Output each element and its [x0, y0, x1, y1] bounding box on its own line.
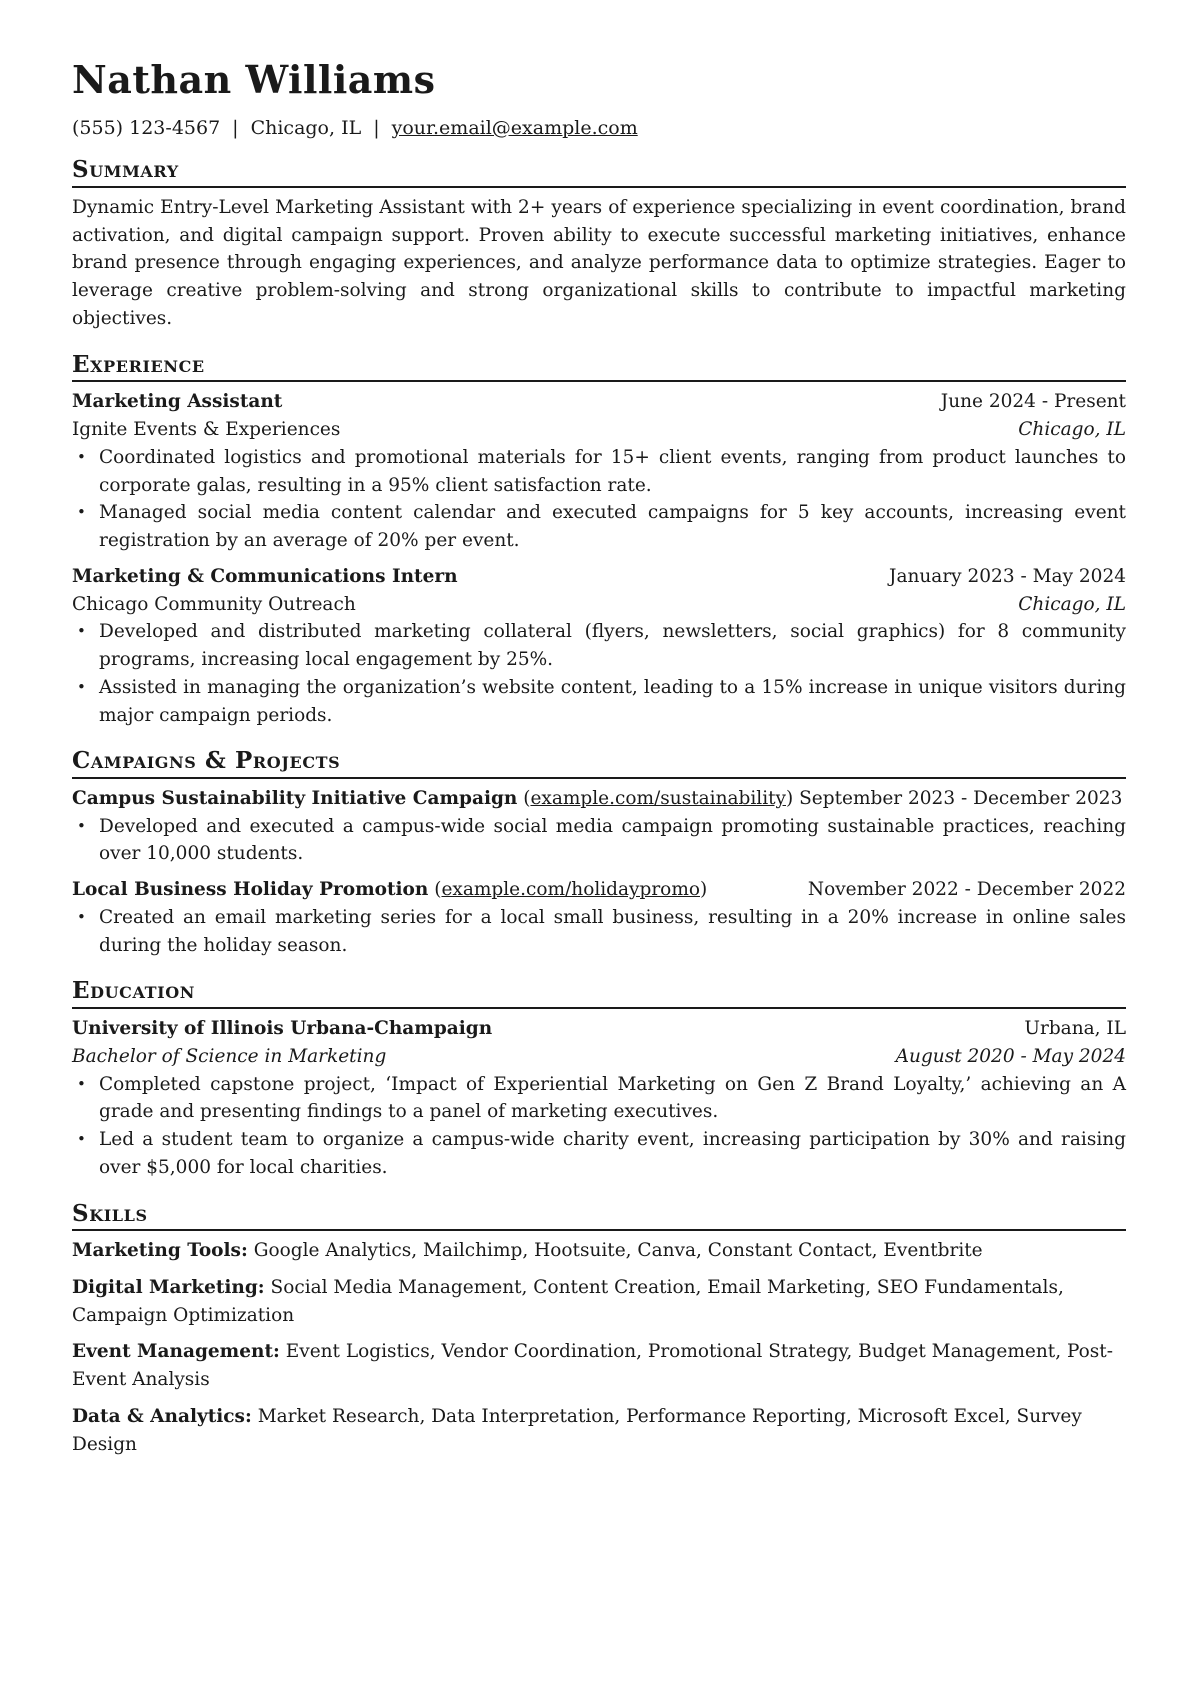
bullet-text: Coordinated logistics and promotional materials for 15+ client events, ranging from product launches to corporate galas, resulting in a 95% client satisfaction rate.	[99, 446, 1126, 496]
experience-entry	[72, 563, 1126, 730]
job-bullets	[72, 444, 1126, 555]
company-name: Ignite Events & Experiences	[72, 419, 341, 441]
bullet-text: Managed social media content calendar and executed campaigns for 5 key accounts, increasing event registration by an average of 20% per event.	[99, 502, 1126, 552]
project-bullets	[72, 813, 1126, 869]
education-dates: August 2020 - May 2024	[895, 1045, 1126, 1067]
job-location: Chicago, IL	[1018, 593, 1126, 615]
section-heading-projects: Campaigns & Projects	[72, 747, 1126, 779]
project-dates: September 2023 - December 2023	[799, 787, 1123, 809]
degree-row	[72, 1043, 1126, 1071]
company-row	[72, 416, 1126, 444]
skill-line	[72, 1237, 1126, 1265]
bullet-item	[77, 674, 1126, 730]
education-bullets	[72, 1071, 1126, 1182]
experience-entry	[72, 388, 1126, 555]
bullet-item	[77, 1071, 1126, 1127]
project-header: November 2022 - December 2022 Local Business Holiday Promotion (example.com/holidaypromo)	[72, 876, 1126, 904]
bullet-dot: •	[77, 503, 86, 522]
section-heading-education: Education	[72, 977, 1126, 1009]
project-entry	[72, 876, 1126, 959]
location-text: Chicago, IL	[250, 116, 362, 139]
project-header: Campus Sustainability Initiative Campaign (example.com/sustainability) September 2023 - December 2023	[72, 787, 1123, 809]
candidate-name: Nathan Williams	[72, 57, 436, 102]
resume-page	[72, 58, 1126, 1458]
skill-label: Digital Marketing:	[72, 1276, 265, 1298]
bullet-item	[77, 904, 1126, 960]
job-title: Marketing Assistant	[72, 391, 283, 413]
project-link[interactable]: example.com/holidaypromo	[441, 879, 700, 901]
school-name: University of Illinois Urbana-Champaign	[72, 1018, 493, 1039]
section-heading-skills: Skills	[72, 1200, 1126, 1232]
bullet-item	[77, 499, 1126, 555]
company-row	[72, 591, 1126, 619]
skill-label: Data & Analytics:	[72, 1405, 252, 1427]
bullet-text: Created an email marketing series for a local small business, resulting in a 20% increase in online sales during the holiday season.	[99, 906, 1126, 956]
bullet-dot: •	[77, 816, 86, 835]
skill-line	[72, 1274, 1126, 1330]
bullet-item	[77, 813, 1126, 869]
bullet-dot: •	[77, 1130, 86, 1148]
bullet-item	[77, 444, 1126, 500]
bullet-dot: •	[77, 677, 86, 696]
email-link[interactable]: your.email@example.com	[391, 116, 638, 139]
school-row	[72, 1015, 1126, 1043]
contact-line	[72, 116, 1126, 141]
skill-label: Event Management:	[72, 1341, 280, 1363]
job-dates: January 2023 - May 2024	[889, 565, 1126, 587]
education-entry	[72, 1015, 1126, 1182]
bullet-item	[77, 1126, 1126, 1182]
bullet-text: Led a student team to organize a campus-wide charity event, increasing participation by 30% and raising over $5,000 for local charities.	[99, 1129, 1126, 1178]
skill-value: Social Media Management, Content Creation, Email Marketing, SEO Fundamentals, Campaign Optimization	[72, 1276, 1064, 1326]
skill-line	[72, 1403, 1126, 1459]
school-location: Urbana, IL	[1024, 1018, 1126, 1039]
contact-separator: |	[373, 116, 380, 139]
job-dates: June 2024 - Present	[940, 391, 1126, 413]
bullet-text: Completed capstone project, ‘Impact of Experiential Marketing on Gen Z Brand Loyalty,’ achieving an A grade and presenting findings to a panel of marketing executives.	[99, 1073, 1126, 1123]
bullet-item	[77, 618, 1126, 674]
project-entry	[72, 785, 1126, 868]
skill-label: Marketing Tools:	[72, 1240, 248, 1262]
bullet-text: Assisted in managing the organization’s website content, leading to a 15% increase in unique visitors during major campaign periods.	[99, 676, 1126, 726]
project-link[interactable]: example.com/sustainability	[530, 787, 786, 809]
company-name: Chicago Community Outreach	[72, 593, 356, 615]
skill-value: Google Analytics, Mailchimp, Hootsuite, Canva, Constant Contact, Eventbrite	[253, 1240, 983, 1262]
summary-text: Dynamic Entry-Level Marketing Assistant with 2+ years of experience specializing in event coordination, brand activation, and digital campaign support. Proven ability to execute successful marketing initiatives, enhance brand presence through engaging experiences, and analyze performance data to optimize strategies. Eager to leverage creative problem-solving and strong organizational skills to contribute to impactful marketing objectives.	[72, 196, 1126, 329]
project-dates: November 2022 - December 2022	[807, 879, 1126, 901]
section-heading-experience: Experience	[72, 351, 1126, 383]
project-bullets	[72, 904, 1126, 960]
bullet-dot: •	[77, 622, 86, 641]
job-title-row	[72, 388, 1126, 416]
skill-value: Event Logistics, Vendor Coordination, Promotional Strategy, Budget Management, Post-Event Analysis	[72, 1341, 1113, 1391]
bullet-dot: •	[77, 447, 86, 466]
contact-separator: |	[232, 116, 239, 139]
job-title-row	[72, 563, 1126, 591]
degree-name: Bachelor of Science in Marketing	[72, 1045, 387, 1067]
job-bullets	[72, 618, 1126, 729]
phone-number: (555) 123-4567	[72, 116, 221, 139]
bullet-dot: •	[77, 1074, 86, 1093]
job-location: Chicago, IL	[1018, 419, 1126, 441]
bullet-text: Developed and executed a campus-wide social media campaign promoting sustainable practices, reaching over 10,000 students.	[99, 815, 1126, 865]
bullet-text: Developed and distributed marketing collateral (flyers, newsletters, social graphics) for 8 community programs, increasing local engagement by 25%.	[99, 621, 1126, 671]
skill-value: Market Research, Data Interpretation, Performance Reporting, Microsoft Excel, Survey Design	[72, 1405, 1082, 1455]
bullet-dot: •	[77, 907, 86, 926]
section-heading-summary: Summary	[72, 156, 1126, 188]
project-name: Local Business Holiday Promotion	[72, 879, 429, 901]
skill-line	[72, 1338, 1126, 1394]
job-title: Marketing & Communications Intern	[72, 565, 458, 587]
project-name: Campus Sustainability Initiative Campaign	[72, 787, 518, 809]
